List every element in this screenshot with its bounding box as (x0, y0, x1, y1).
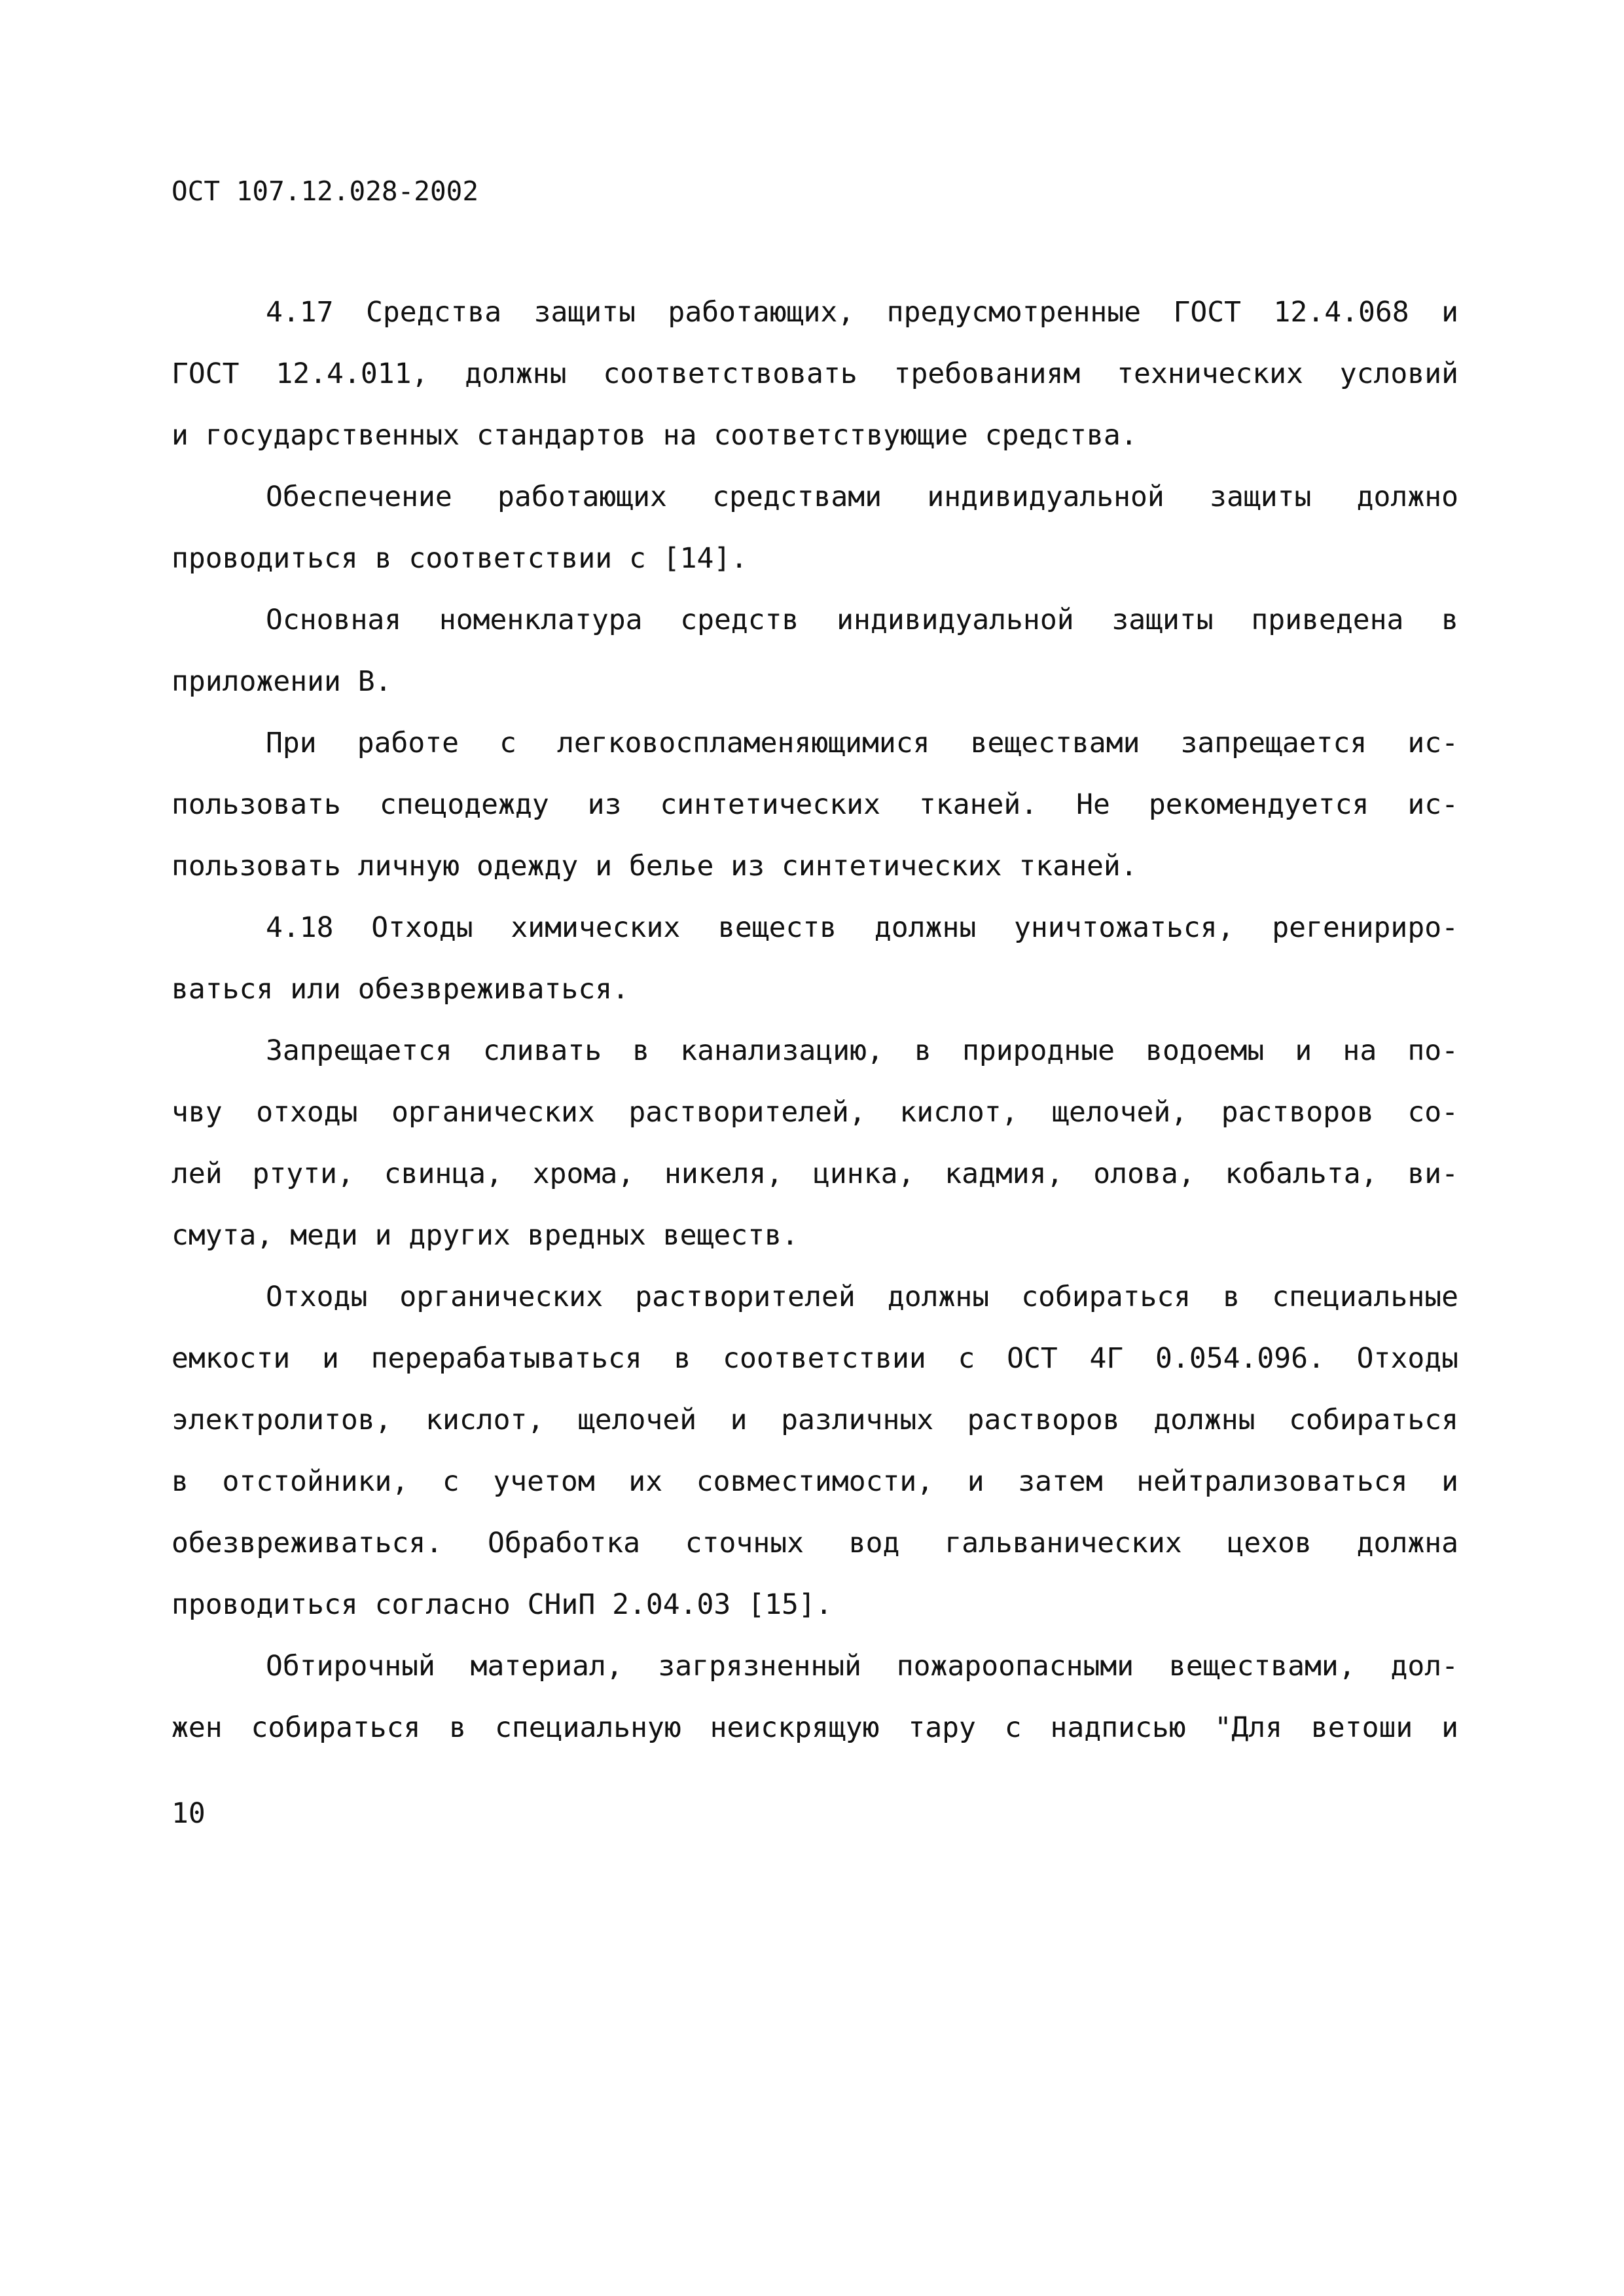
document-code-header: ОСТ 107.12.028-2002 (171, 175, 478, 207)
text-line: лей ртути, свинца, хрома, никеля, цинка, кадмия, олова, кобальта, ви- (171, 1157, 1458, 1190)
text-line: электролитов, кислот, щелочей и различных растворов должны собираться (171, 1404, 1458, 1436)
text-line: Запрещается сливать в канализацию, в природные водоемы и на по- (266, 1034, 1458, 1067)
text-line: ваться или обезвреживаться. (171, 973, 629, 1006)
text-line: смута, меди и других вредных веществ. (171, 1219, 799, 1252)
text-line: проводиться в соответствии с [14]. (171, 542, 748, 575)
page-number: 10 (171, 1797, 206, 1830)
text-line: Отходы органических растворителей должны собираться в специальные (266, 1281, 1458, 1313)
text-line: 4.18 Отходы химических веществ должны уничтожаться, регенириро- (266, 911, 1458, 944)
text-line: в отстойники, с учетом их совместимости, и затем нейтрализоваться и (171, 1465, 1458, 1498)
text-line: Основная номенклатура средств индивидуальной защиты приведена в (266, 604, 1458, 636)
text-line: обезвреживаться. Обработка сточных вод гальванических цехов должна (171, 1527, 1458, 1559)
text-line: пользовать спецодежду из синтетических тканей. Не рекомендуется ис- (171, 788, 1458, 821)
text-line: жен собираться в специальную неискрящую тару с надписью "Для ветоши и (171, 1711, 1458, 1744)
text-line: Обтирочный материал, загрязненный пожароопасными веществами, дол- (266, 1650, 1458, 1683)
body-text (171, 282, 1458, 1758)
text-line: чву отходы органических растворителей, кислот, щелочей, растворов со- (171, 1096, 1458, 1129)
text-line: приложении В. (171, 665, 392, 698)
text-line: Обеспечение работающих средствами индивидуальной защиты должно (266, 481, 1458, 513)
text-line: и государственных стандартов на соответствующие средства. (171, 419, 1138, 452)
text-line: При работе с легковоспламеняющимися веществами запрещается ис- (266, 727, 1458, 759)
text-line: пользовать личную одежду и белье из синтетических тканей. (171, 850, 1138, 883)
text-line: емкости и перерабатываться в соответствии с ОСТ 4Г 0.054.096. Отходы (171, 1342, 1458, 1375)
text-line: 4.17 Средства защиты работающих, предусмотренные ГОСТ 12.4.068 и (266, 296, 1458, 329)
text-line: ГОСТ 12.4.011, должны соответствовать требованиям технических условий (171, 357, 1458, 390)
text-line: проводиться согласно СНиП 2.04.03 [15]. (171, 1588, 833, 1621)
